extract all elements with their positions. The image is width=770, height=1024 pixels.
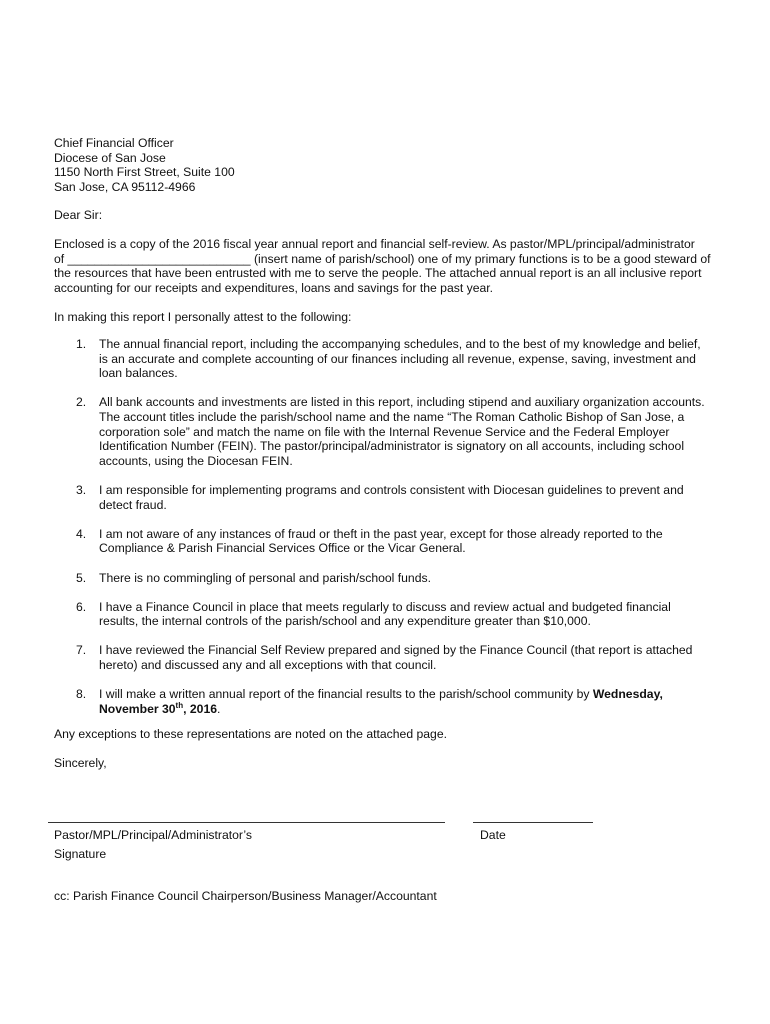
- item-number: 1.: [76, 337, 87, 351]
- exceptions-note: Any exceptions to these representations are noted on the attached page.: [54, 727, 447, 741]
- attestation-item-3: [54, 483, 734, 512]
- item-line: corporation sole” and match the name on file with the Internal Revenue Service and the Federal Employer: [99, 424, 670, 439]
- item-line: I am responsible for implementing programs and controls consistent with Diocesan guidelines to prevent and: [99, 482, 684, 497]
- signature-label: [54, 828, 252, 865]
- intro-line: accounting for our receipts and expenditures, loans and savings for the past year.: [54, 280, 494, 295]
- item-period: .: [217, 701, 221, 716]
- item-line: is an accurate and complete accounting of our finances including all revenue, expense, saving, investment and: [99, 351, 696, 366]
- recipient-street: 1150 North First Street, Suite 100: [54, 165, 235, 180]
- cc-line: cc: Parish Finance Council Chairperson/Business Manager/Accountant: [54, 889, 437, 903]
- item-line: Identification Number (FEIN). The pastor/principal/administrator is signatory on all accounts, including school: [99, 439, 685, 454]
- item-number: 4.: [76, 526, 87, 541]
- ordinal-suffix: th: [175, 700, 184, 710]
- item-line: detect fraud.: [99, 497, 167, 512]
- item-line: [99, 702, 734, 717]
- report-weekday: Wednesday,: [592, 687, 663, 702]
- item-text: I will make a written annual report of the financial results to the parish/school community by: [99, 687, 590, 702]
- item-line: results, the internal controls of the parish/school and any expenditure greater than $10,000.: [99, 614, 591, 629]
- attestation-item-7: [54, 643, 734, 672]
- intro-line: the resources that have been entrusted with me to serve the people. The attached annual report is an all inclusive report: [54, 266, 702, 281]
- recipient-city: San Jose, CA 95112-4966: [54, 179, 196, 194]
- item-line: The account titles include the parish/school name and the name “The Roman Catholic Bishop of San Jose, a: [99, 409, 685, 424]
- item-number: 5.: [76, 570, 87, 585]
- intro-line: Enclosed is a copy of the 2016 fiscal year annual report and financial self-review. As pastor/MPL/principal/administrator: [54, 237, 695, 251]
- recipient-title: Chief Financial Officer: [54, 136, 174, 150]
- signature-label-line: Pastor/MPL/Principal/Administrator’s: [54, 828, 253, 842]
- item-line: hereto) and discussed any and all exceptions with that council.: [99, 658, 437, 673]
- item-line: [99, 687, 734, 702]
- recipient-address: [54, 136, 235, 194]
- intro-paragraph: [54, 237, 734, 295]
- item-line: accounts, using the Diocesan FEIN.: [99, 453, 293, 468]
- intro-line: of ___________________________ (insert name of parish/school) one of my primary functions is to be a good steward of: [54, 251, 711, 266]
- attestation-item-1: [54, 337, 734, 381]
- attestation-item-5: [54, 571, 734, 586]
- item-line: I am not aware of any instances of fraud or theft in the past year, except for those already reported to the: [99, 526, 663, 541]
- recipient-organization: Diocese of San Jose: [54, 150, 166, 165]
- item-number: 3.: [76, 482, 87, 497]
- attestation-list: [54, 337, 734, 731]
- report-year: , 2016: [183, 701, 217, 716]
- attestation-item-4: [54, 527, 734, 556]
- attestation-item-8: [54, 687, 734, 716]
- item-line: Compliance & Parish Financial Services Office or the Vicar General.: [99, 541, 466, 556]
- attest-intro: In making this report I personally attest to the following:: [54, 310, 352, 324]
- item-line: I have reviewed the Financial Self Review prepared and signed by the Finance Council (that report is attached: [99, 643, 693, 658]
- item-line: I have a Finance Council in place that meets regularly to discuss and review actual and budgeted financial: [99, 599, 671, 614]
- signature-line: [48, 822, 445, 823]
- report-month-day: November 30: [99, 701, 176, 716]
- attestation-item-6: [54, 600, 734, 629]
- item-number: 7.: [76, 643, 87, 658]
- signature-label-line: Signature: [54, 846, 107, 861]
- item-line: loan balances.: [99, 366, 178, 381]
- item-number: 8.: [76, 687, 87, 702]
- item-line: All bank accounts and investments are listed in this report, including stipend and auxiliary organization accounts.: [99, 395, 705, 410]
- closing: Sincerely,: [54, 756, 107, 770]
- attestation-item-2: [54, 395, 734, 468]
- date-label: Date: [480, 828, 506, 842]
- item-number: 2.: [76, 395, 87, 410]
- date-line: [473, 822, 593, 823]
- item-line: The annual financial report, including the accompanying schedules, and to the best of my knowledge and belief,: [99, 337, 701, 351]
- salutation: Dear Sir:: [54, 208, 103, 222]
- item-line: There is no commingling of personal and parish/school funds.: [99, 570, 431, 585]
- item-number: 6.: [76, 599, 87, 614]
